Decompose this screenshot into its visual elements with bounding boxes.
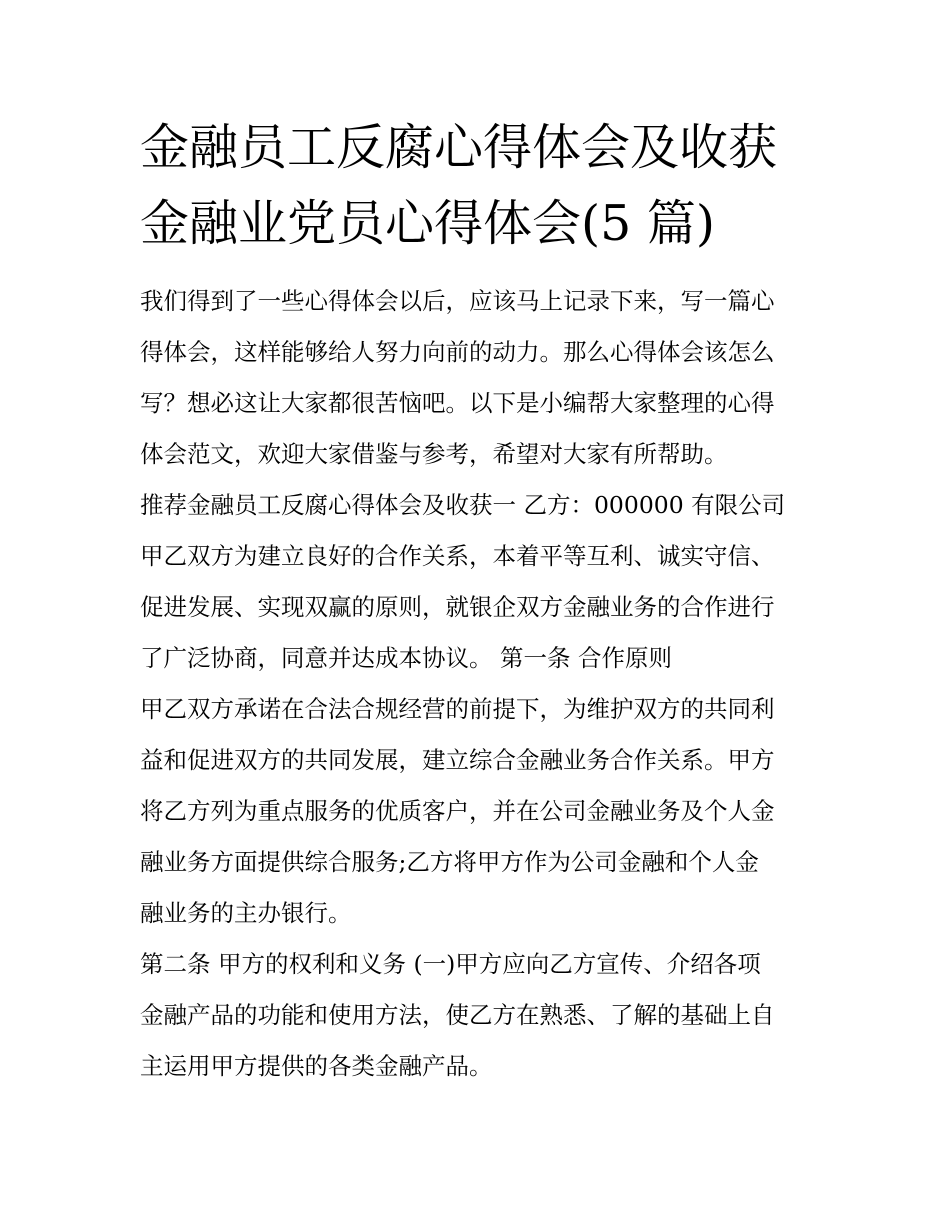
body-line: 融业务方面提供综合服务;乙方将甲方作为公司金融和个人金: [140, 848, 759, 876]
body-line: 主运用甲方提供的各类金融产品。: [140, 1052, 493, 1080]
body-line: 写？想必这让大家都很苦恼吧。以下是小编帮大家整理的心得: [140, 389, 775, 417]
body-line: 甲乙双方承诺在合法合规经营的前提下，为维护双方的共同利: [140, 695, 775, 723]
body-line: 将乙方列为重点服务的优质客户，并在公司金融业务及个人金: [140, 797, 775, 825]
body-line: 推荐金融员工反腐心得体会及收获一 乙方：000000 有限公司: [140, 491, 786, 519]
title-line-2: 金融业党员心得体会(5 篇): [140, 195, 715, 252]
body-line: 我们得到了一些心得体会以后，应该马上记录下来，写一篇心: [140, 287, 775, 315]
body-line: 第二条 甲方的权利和义务 (一)甲方应向乙方宣传、介绍各项: [140, 950, 761, 978]
body-line: 融业务的主办银行。: [140, 899, 352, 927]
title-line-1: 金融员工反腐心得体会及收获: [140, 119, 778, 176]
document-title: [140, 110, 830, 262]
document-body: [140, 276, 830, 1092]
body-line: 了广泛协商，同意并达成本协议。 第一条 合作原则: [140, 644, 672, 672]
body-line: 甲乙双方为建立良好的合作关系，本着平等互利、诚实守信、: [140, 542, 775, 570]
body-line: 促进发展、实现双赢的原则，就银企双方金融业务的合作进行: [140, 593, 775, 621]
body-line: 体会范文，欢迎大家借鉴与参考，希望对大家有所帮助。: [140, 440, 728, 468]
body-line: 得体会，这样能够给人努力向前的动力。那么心得体会该怎么: [140, 338, 775, 366]
body-line: 金融产品的功能和使用方法，使乙方在熟悉、了解的基础上自: [140, 1001, 775, 1029]
body-line: 益和促进双方的共同发展，建立综合金融业务合作关系。甲方: [140, 746, 775, 774]
